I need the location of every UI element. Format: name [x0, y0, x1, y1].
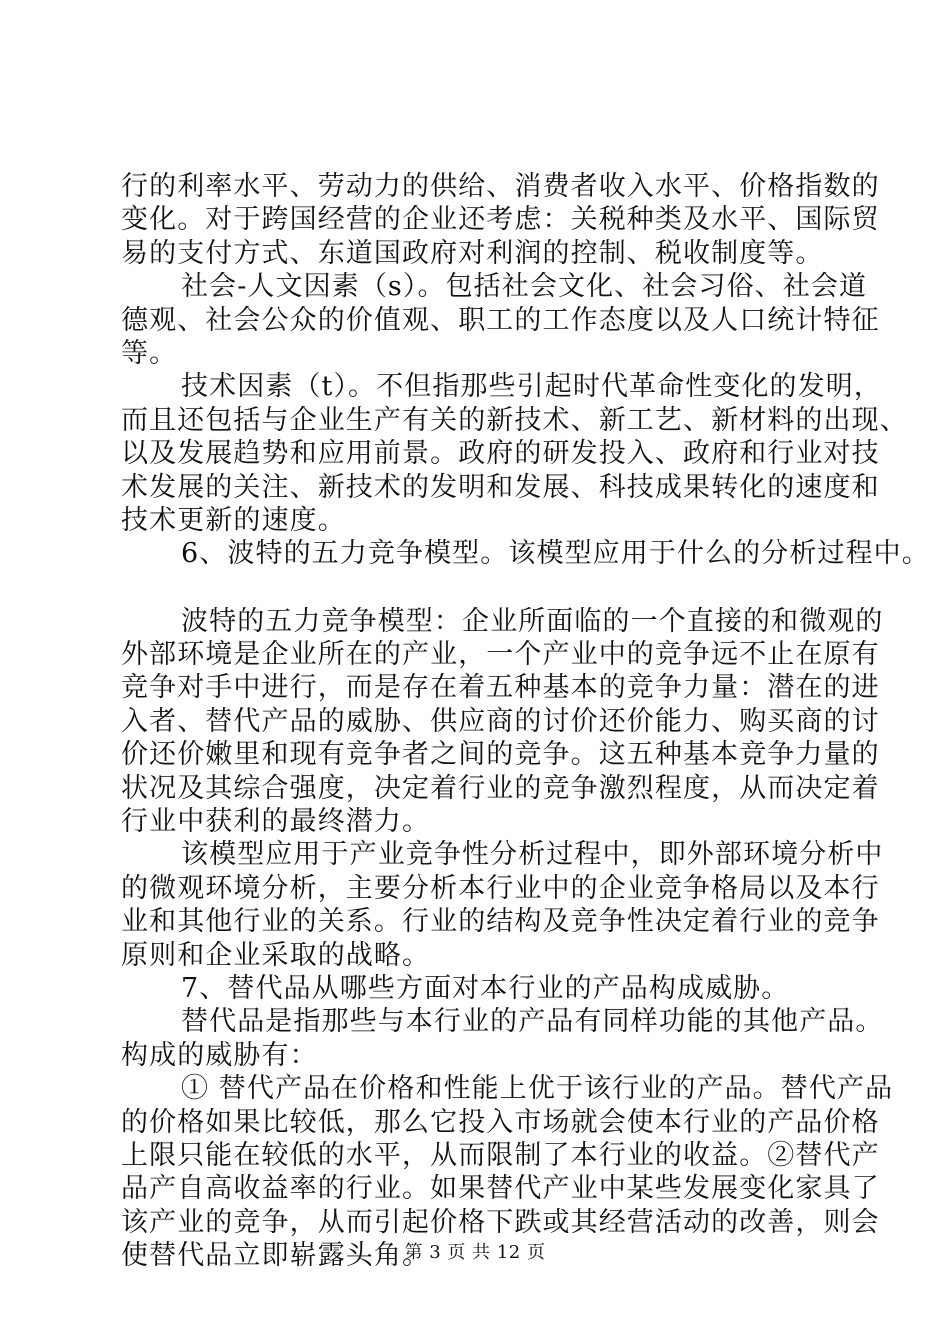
text-line: 使替代品立即崭露头角。 — [121, 1240, 431, 1272]
text-line: 业和其他行业的关系。行业的结构及竞争性决定着行业的竞争 — [121, 906, 880, 938]
text-line: 品产自高收益率的行业。如果替代产业中某些发展变化家具了 — [121, 1173, 880, 1205]
section-heading-7: 7、替代品从哪些方面对本行业的产品构成威胁。 — [181, 972, 790, 1004]
text-line: 技术更新的速度。 — [121, 504, 346, 536]
paragraph-start-line: 替代品是指那些与本行业的产品有同样功能的其他产品。 — [181, 1006, 884, 1038]
paragraph-start-line: 技术因素（t）。不但指那些引起时代革命性变化的发明， — [181, 371, 882, 403]
text-line: 德观、社会公众的价值观、职工的工作态度以及人口统计特征 — [121, 304, 880, 336]
text-line: 竞争对手中进行，而是存在着五种基本的竞争力量：潜在的进 — [121, 672, 880, 704]
text-line: 易的支付方式、东道国政府对利润的控制、税收制度等。 — [121, 237, 824, 269]
text-line: 行业中获利的最终潜力。 — [121, 806, 431, 838]
text-line: 该产业的竞争，从而引起价格下跌或其经营活动的改善，则会 — [121, 1206, 880, 1238]
text-line: 上限只能在较低的水平，从而限制了本行业的收益。②替代产 — [121, 1139, 880, 1171]
text-line: 等。 — [121, 337, 178, 369]
document-body — [121, 170, 930, 1273]
text-line: 变化。对于跨国经营的企业还考虑：关税种类及水平、国际贸 — [121, 204, 880, 236]
text-line: 构成的威胁有： — [121, 1039, 318, 1071]
text-line: 的价格如果比较低，那么它投入市场就会使本行业的产品价格 — [121, 1106, 880, 1138]
paragraph-start-line: ① 替代产品在价格和性能上优于该行业的产品。替代产品 — [181, 1073, 894, 1105]
text-line: 外部环境是企业所在的产业，一个产业中的竞争远不止在原有 — [121, 639, 880, 671]
text-line: 原则和企业采取的战略。 — [121, 939, 431, 971]
paragraph-start-line: 社会-人文因素（s）。包括社会文化、社会习俗、社会道 — [181, 271, 868, 303]
paragraph-start-line: 波特的五力竞争模型：企业所面临的一个直接的和微观的 — [181, 605, 884, 637]
text-line: 的微观环境分析，主要分析本行业中的企业竞争格局以及本行 — [121, 872, 880, 904]
page-number-footer: 第 3 页 共 12 页 — [404, 1242, 546, 1263]
text-line: 入者、替代产品的威胁、供应商的讨价还价能力、购买商的讨 — [121, 705, 880, 737]
text-line: 状况及其综合强度，决定着行业的竞争激烈程度，从而决定着 — [121, 772, 880, 804]
text-line: 以及发展趋势和应用前景。政府的研发投入、政府和行业对技 — [121, 438, 880, 470]
paragraph-start-line: 该模型应用于产业竞争性分析过程中，即外部环境分析中 — [181, 839, 884, 871]
text-line: 行的利率水平、劳动力的供给、消费者收入水平、价格指数的 — [121, 171, 880, 202]
blank-line — [121, 571, 836, 605]
text-line: 而且还包括与企业生产有关的新技术、新工艺、新材料的出现、 — [121, 404, 908, 436]
text-line: 价还价嫩里和现有竞争者之间的竞争。这五种基本竞争力量的 — [121, 739, 880, 771]
text-line: 术发展的关注、新技术的发明和发展、科技成果转化的速度和 — [121, 471, 880, 503]
section-heading-6: 6、波特的五力竞争模型。该模型应用于什么的分析过程中。 — [181, 538, 930, 570]
